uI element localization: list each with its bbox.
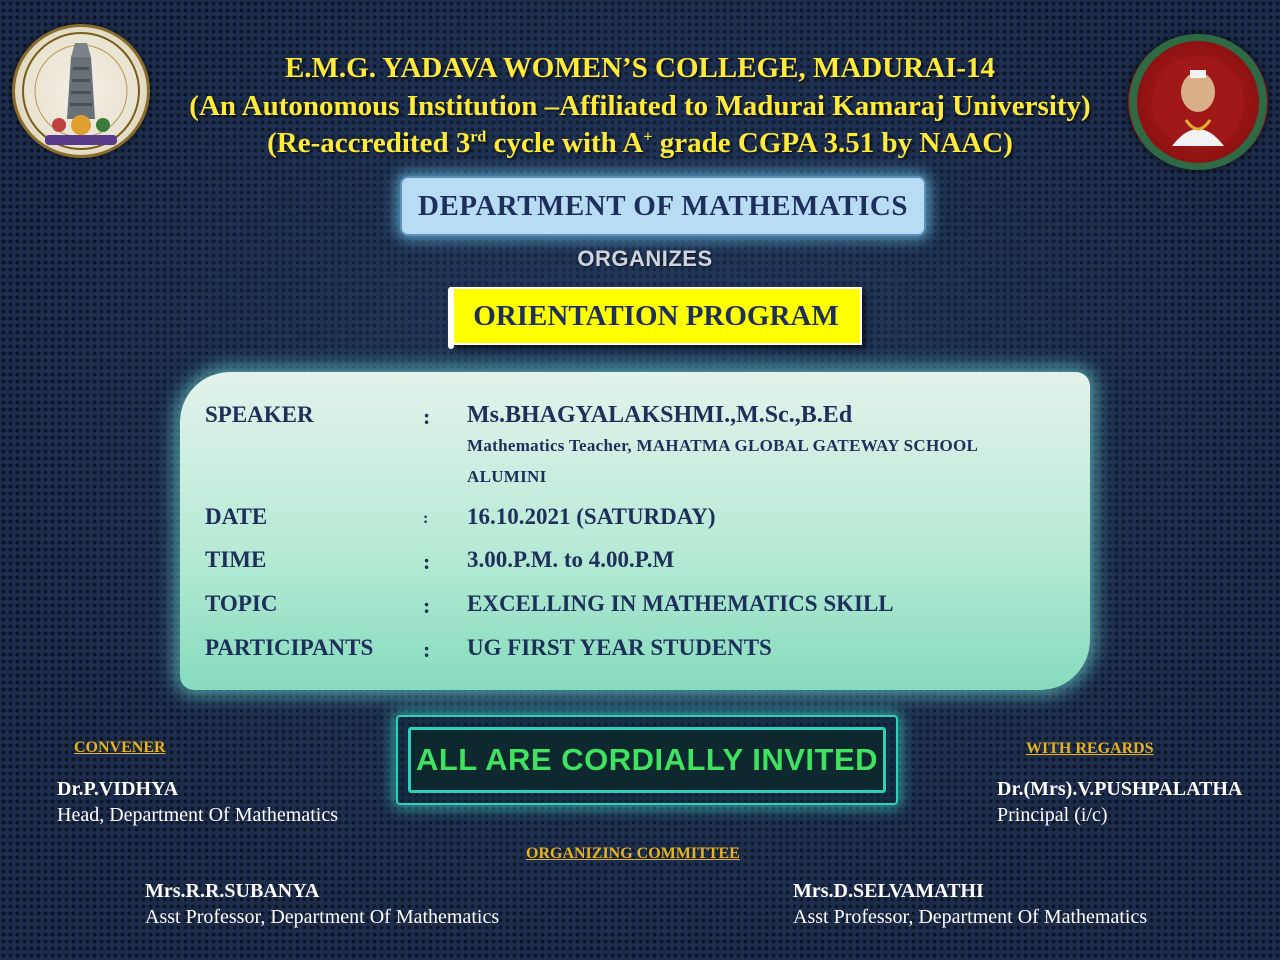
accreditation-line: [140, 127, 1140, 160]
convener-heading: CONVENER: [74, 739, 166, 756]
college-name: E.M.G. YADAVA WOMEN’S COLLEGE, MADURAI-14: [284, 52, 996, 84]
principal-name: Dr.(Mrs).V.PUSHPALATHA: [997, 778, 1243, 800]
speaker-colon: :: [423, 404, 431, 429]
invitation-banner: [396, 715, 898, 805]
principal-role: Principal (i/c): [997, 804, 1108, 826]
topic-value: EXCELLING IN MATHEMATICS SKILL: [467, 591, 894, 616]
committee-heading: ORGANIZING COMMITTEE: [526, 845, 740, 862]
accreditation-sup-2: +: [643, 128, 653, 146]
date-label: DATE: [205, 504, 268, 529]
accreditation-text-3: grade CGPA 3.51 by NAAC): [652, 127, 1013, 159]
accreditation-sup-1: rd: [470, 128, 487, 146]
date-value: 16.10.2021 (SATURDAY): [467, 504, 716, 529]
participants-value: UG FIRST YEAR STUDENTS: [467, 635, 772, 660]
regards-heading: WITH REGARDS: [1026, 740, 1154, 757]
speaker-role: Mathematics Teacher, MAHATMA GLOBAL GATEWAY SCHOOL: [467, 436, 979, 455]
affiliation-line: (An Autonomous Institution –Affiliated to Madurai Kamaraj University): [189, 90, 1091, 122]
organizes-label: ORGANIZES: [577, 246, 713, 271]
committee-member-1-role: Asst Professor, Department Of Mathematics: [145, 906, 500, 928]
invitation-text: ALL ARE CORDIALLY INVITED: [408, 727, 886, 793]
convener-name: Dr.P.VIDHYA: [57, 778, 179, 800]
time-value: 3.00.P.M. to 4.00.P.M: [467, 547, 675, 572]
program-title: [450, 287, 862, 345]
participants-colon: :: [423, 637, 431, 662]
committee-member-2-name: Mrs.D.SELVAMATHI: [793, 880, 984, 902]
participants-label: PARTICIPANTS: [205, 635, 374, 660]
founder-portrait-icon: [1128, 34, 1268, 170]
speaker-label: SPEAKER: [205, 402, 314, 427]
department-title: DEPARTMENT OF MATHEMATICS: [400, 176, 926, 236]
convener-role: Head, Department Of Mathematics: [57, 804, 339, 826]
committee-member-1-name: Mrs.R.R.SUBANYA: [145, 880, 320, 902]
college-emblem-icon: [12, 24, 150, 158]
accreditation-text-2: cycle with A: [486, 127, 644, 159]
accreditation-text-1: (Re-accredited 3: [267, 127, 471, 159]
time-colon: :: [423, 549, 431, 574]
speaker-name: Ms.BHAGYALAKSHMI.,M.Sc.,B.Ed: [467, 402, 853, 428]
date-colon: :: [423, 510, 429, 527]
topic-colon: :: [423, 593, 431, 618]
committee-member-2-role: Asst Professor, Department Of Mathematics: [793, 906, 1148, 928]
program-title-text: ORIENTATION PROGRAM: [473, 300, 839, 332]
topic-label: TOPIC: [205, 591, 278, 616]
speaker-role-2: ALUMINI: [467, 467, 547, 486]
time-label: TIME: [205, 547, 267, 572]
